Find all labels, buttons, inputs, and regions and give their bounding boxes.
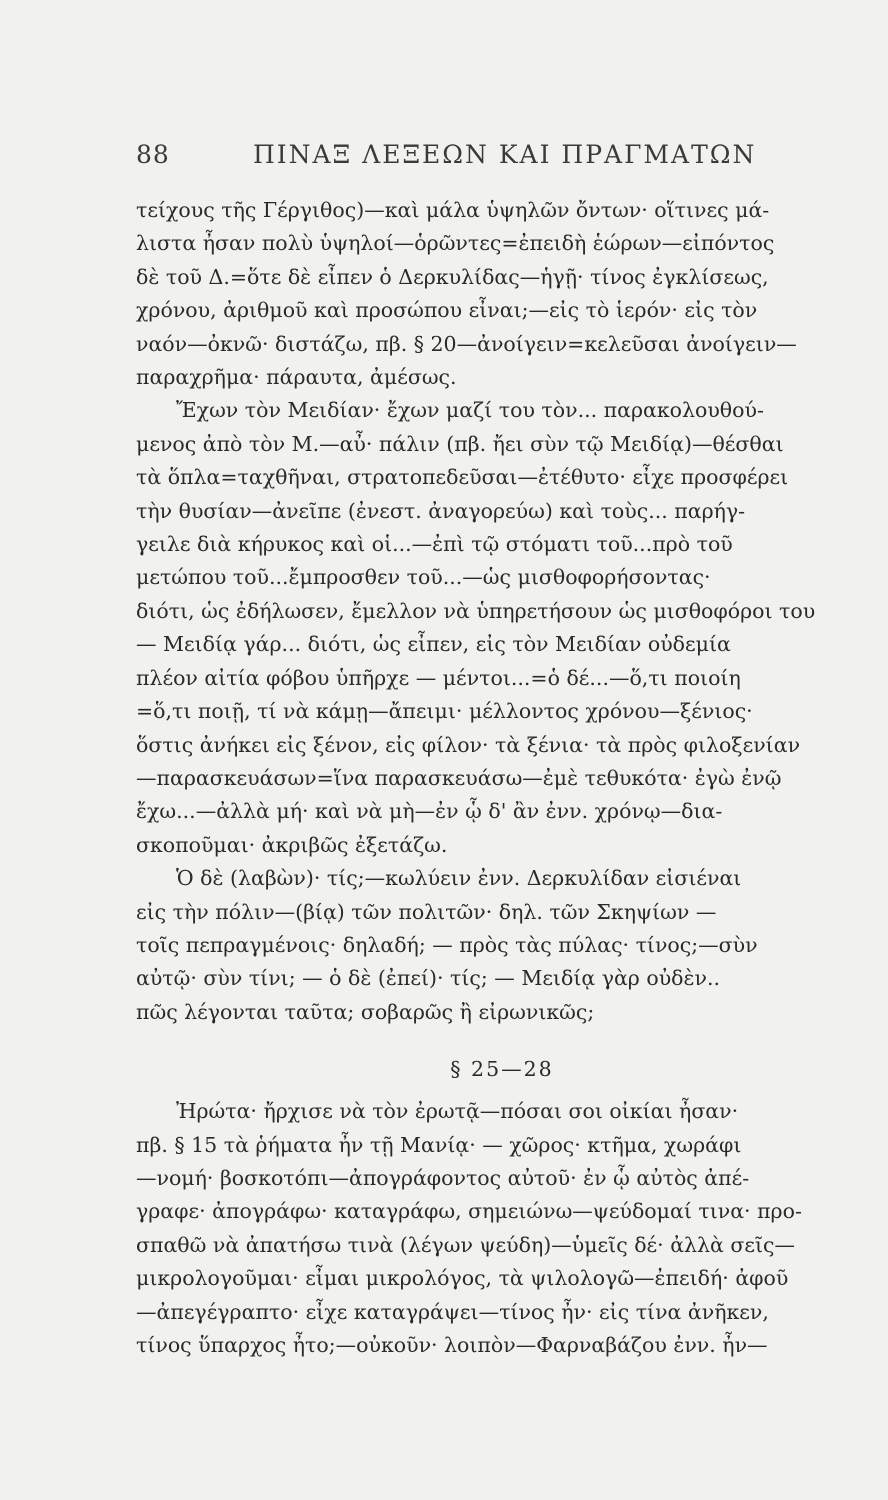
text-line: αὐτῷ· σὺν τίνι; — ὁ δὲ (ἐπεί)· τίς; — Μειδίᾳ γὰρ οὐδὲν.. [136,966,721,991]
paragraph-start: Ἔχων τὸν Μειδίαν· ἔχων μαζί του τὸν... παρακολουθού- [176,398,764,423]
text-line: μενος ἀπὸ τὸν Μ.—αὖ· πάλιν (πβ. ἤει σὺν τῷ Μειδίᾳ)—θέσθαι [136,431,784,456]
text-line: δὲ τοῦ Δ.=ὅτε δὲ εἶπεν ὁ Δερκυλίδας—ἡγῇ· τίνος ἐγκλίσεως, [136,264,769,289]
text-line: γραφε· ἀπογράφω· καταγράφω, σημειώνω—ψεύδομαί τινα· προ- [136,1199,802,1224]
text-line: πβ. § 15 τὰ ῥήματα ἦν τῇ Μανίᾳ· — χῶρος· κτῆμα, χωράφι [136,1132,742,1157]
text-line: γειλε διὰ κήρυκος καὶ οἱ...—ἐπὶ τῷ στόματι τοῦ...πρὸ τοῦ [136,532,733,557]
text-line: ναόν—ὀκνῶ· διστάζω, πβ. § 20—ἀνοίγειν=κελεῦσαι ἀνοίγειν— [136,331,797,356]
text-line: τείχους τῆς Γέργιθος)—καὶ μάλα ὑψηλῶν ὄντων· οἵτινες μά- [136,198,770,222]
text-line: τοῖς πεπραγμένοις· δηλαδή; — πρὸς τὰς πύλας· τίνος;—σὺν [136,932,758,957]
page-number: 88 [136,140,170,169]
text-line: σπαθῶ νὰ ἀπατήσω τινὰ (λέγων ψεύδη)—ὑμεῖς δέ· ἀλλὰ σεῖς— [136,1232,796,1257]
paragraph-start: Ἠρώτα· ἤρχισε νὰ τὸν ἐρωτᾷ—πόσαι σοι οἰκίαι ἦσαν· [176,1099,739,1124]
text-line: παραχρῆμα· πάραυτα, ἀμέσως. [136,365,457,390]
paragraph-start: Ὁ δὲ (λαβὼν)· τίς;—κωλύειν ἐνν. Δερκυλίδαν εἰσιέναι [176,866,742,891]
running-header [136,140,838,176]
section-heading: § 25—28 [450,1057,554,1082]
text-line: μικρολογοῦμαι· εἶμαι μικρολόγος, τὰ ψιλολογῶ—ἐπειδή· ἀφοῦ [136,1266,789,1291]
text-line: εἰς τὴν πόλιν—(βίᾳ) τῶν πολιτῶν· δηλ. τῶν Σκηψίων — [136,899,717,924]
text-line: πλέον αἰτία φόβου ὑπῆρχε — μέντοι...=ὁ δέ...—ὅ,τι ποιοίη [136,665,741,690]
text-line: — Μειδίᾳ γάρ... διότι, ὡς εἶπεν, εἰς τὸν Μειδίαν οὐδεμία [136,632,731,657]
text-line: διότι, ὡς ἐδήλωσεν, ἔμελλον νὰ ὑπηρετήσουν ὡς μισθοφόροι του [136,598,816,623]
text-line: ἔχω...—ἀλλὰ μή· καὶ νὰ μὴ—ἐν ᾧ δ' ἂν ἐνν. χρόνῳ—δια- [136,799,723,824]
text-line: —παρασκευάσων=ἵνα παρασκευάσω—ἐμὲ τεθυκότα· ἐγὼ ἐνῷ [136,765,782,790]
text-line: =ὅ,τι ποιῇ, τί νὰ κάμῃ—ἄπειμι· μέλλοντος χρόνου—ξένιος· [136,699,753,724]
text-line: πῶς λέγονται ταῦτα; σοβαρῶς ἢ εἰρωνικῶς; [136,999,595,1024]
text-line: τὰ ὅπλα=ταχθῆναι, στρατοπεδεῦσαι—ἐτέθυτο· εἶχε προσφέρει [136,465,789,490]
text-line: τίνος ὕπαρχος ἦτο;—οὐκοῦν· λοιπὸν—Φαρναβάζου ἐνν. ἦν— [136,1333,768,1357]
text-line: τὴν θυσίαν—ἀνεῖπε (ἐνεστ. ἀναγορεύω) καὶ τοὺς... παρήγ- [136,498,746,523]
text-line: λιστα ἦσαν πολὺ ὑψηλοί—ὁρῶντες=ἐπειδὴ ἑώρων—εἰπόντος [136,231,775,256]
text-line: —νομή· βοσκοτόπι—ἀπογράφοντος αὐτοῦ· ἐν ᾧ αὐτὸς ἀπέ- [136,1165,750,1190]
text-line: μετώπου τοῦ...ἔμπροσθεν τοῦ...—ὡς μισθοφορήσοντας· [136,565,711,590]
text-line: ὅστις ἀνήκει εἰς ξένον, εἰς φίλον· τὰ ξένια· τὰ πρὸς φιλοξενίαν [136,732,801,757]
page-body [136,194,868,1362]
text-line: χρόνου, ἀριθμοῦ καὶ προσώπου εἶναι;—εἰς τὸ ἱερόν· εἰς τὸν [136,298,758,323]
text-line: —ἀπεγέγραπτο· εἶχε καταγράψει—τίνος ἦν· εἰς τίνα ἀνῆκεν, [136,1299,769,1324]
running-title: ΠΙΝΑΞ ΛΕΞΕΩΝ ΚΑΙ ΠΡΑΓΜΑΤΩΝ [253,140,757,169]
text-line: σκοποῦμαι· ἀκριβῶς ἐξετάζω. [136,832,448,857]
